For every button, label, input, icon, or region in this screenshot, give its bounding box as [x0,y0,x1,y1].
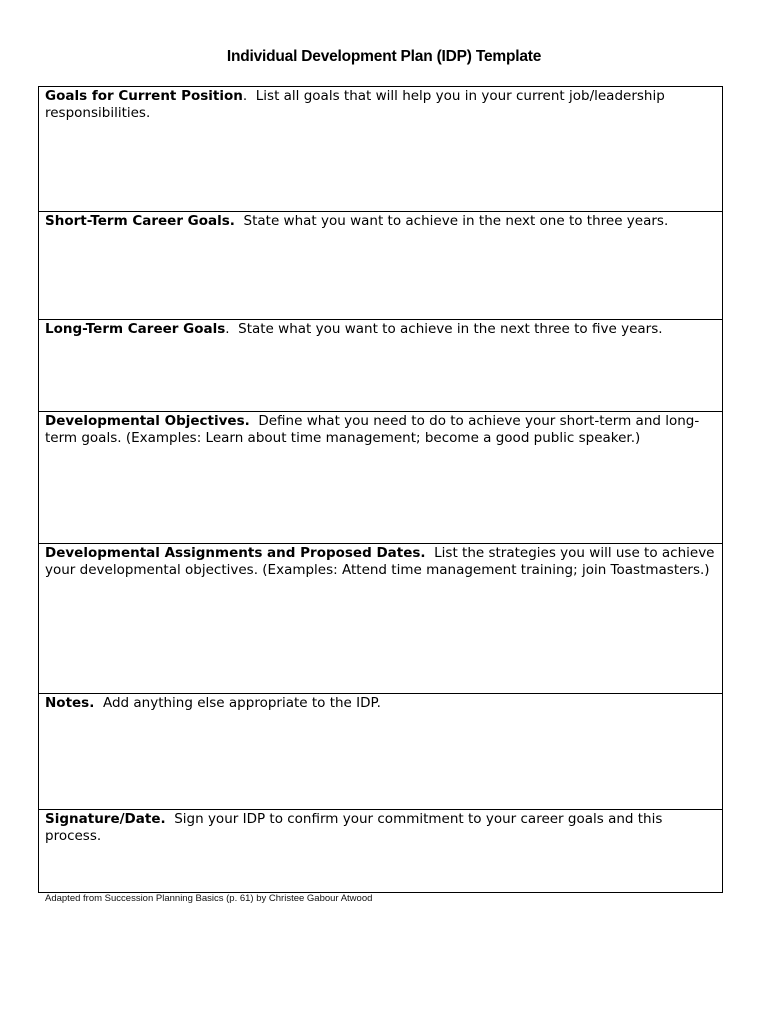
section-separator: . [225,321,239,337]
section-instructions: Add anything else appropriate to the IDP. [102,695,381,711]
source-attribution: Adapted from Succession Planning Basics (p. 61) by Christee Gabour Atwood [45,893,373,904]
page-title: Individual Development Plan (IDP) Template [226,48,542,65]
notes-section[interactable] [39,693,722,809]
developmental-assignments-section[interactable] [39,543,722,693]
section-label: Short-Term Career Goals. [45,213,235,229]
section-instructions: List all goals that will help you in your current job/leadership responsibilities. [45,88,665,121]
section-separator [235,213,244,229]
section-instructions: Sign your IDP to confirm your commitment to your career goals and this process. [45,811,663,844]
developmental-objectives-section[interactable] [39,411,722,543]
section-instructions: Define what you need to do to achieve your short-term and long-term goals. (Examples: Learn about time management; become a good public speaker.) [45,413,700,446]
section-instructions: List the strategies you will use to achieve your developmental objectives. (Examples: Attend time management training; join Toastmasters.) [45,545,715,578]
section-label: Notes. [45,695,95,711]
section-instructions: State what you want to achieve in the next one to three years. [243,213,669,229]
section-label: Long-Term Career Goals [45,321,226,337]
section-label: Goals for Current Position [45,88,243,104]
section-label: Developmental Assignments and Proposed Dates. [45,545,426,561]
current-position-goals-section[interactable] [39,87,722,211]
section-instructions: State what you want to achieve in the next three to five years. [238,321,663,337]
idp-form-table [38,86,723,893]
long-term-goals-section[interactable] [39,319,722,411]
section-separator: . [242,88,256,104]
section-label: Developmental Objectives. [45,413,250,429]
section-separator [426,545,435,561]
section-label: Signature/Date. [45,811,166,827]
short-term-goals-section[interactable] [39,211,722,319]
section-separator [94,695,103,711]
signature-date-section[interactable] [39,809,722,892]
section-separator [166,811,175,827]
